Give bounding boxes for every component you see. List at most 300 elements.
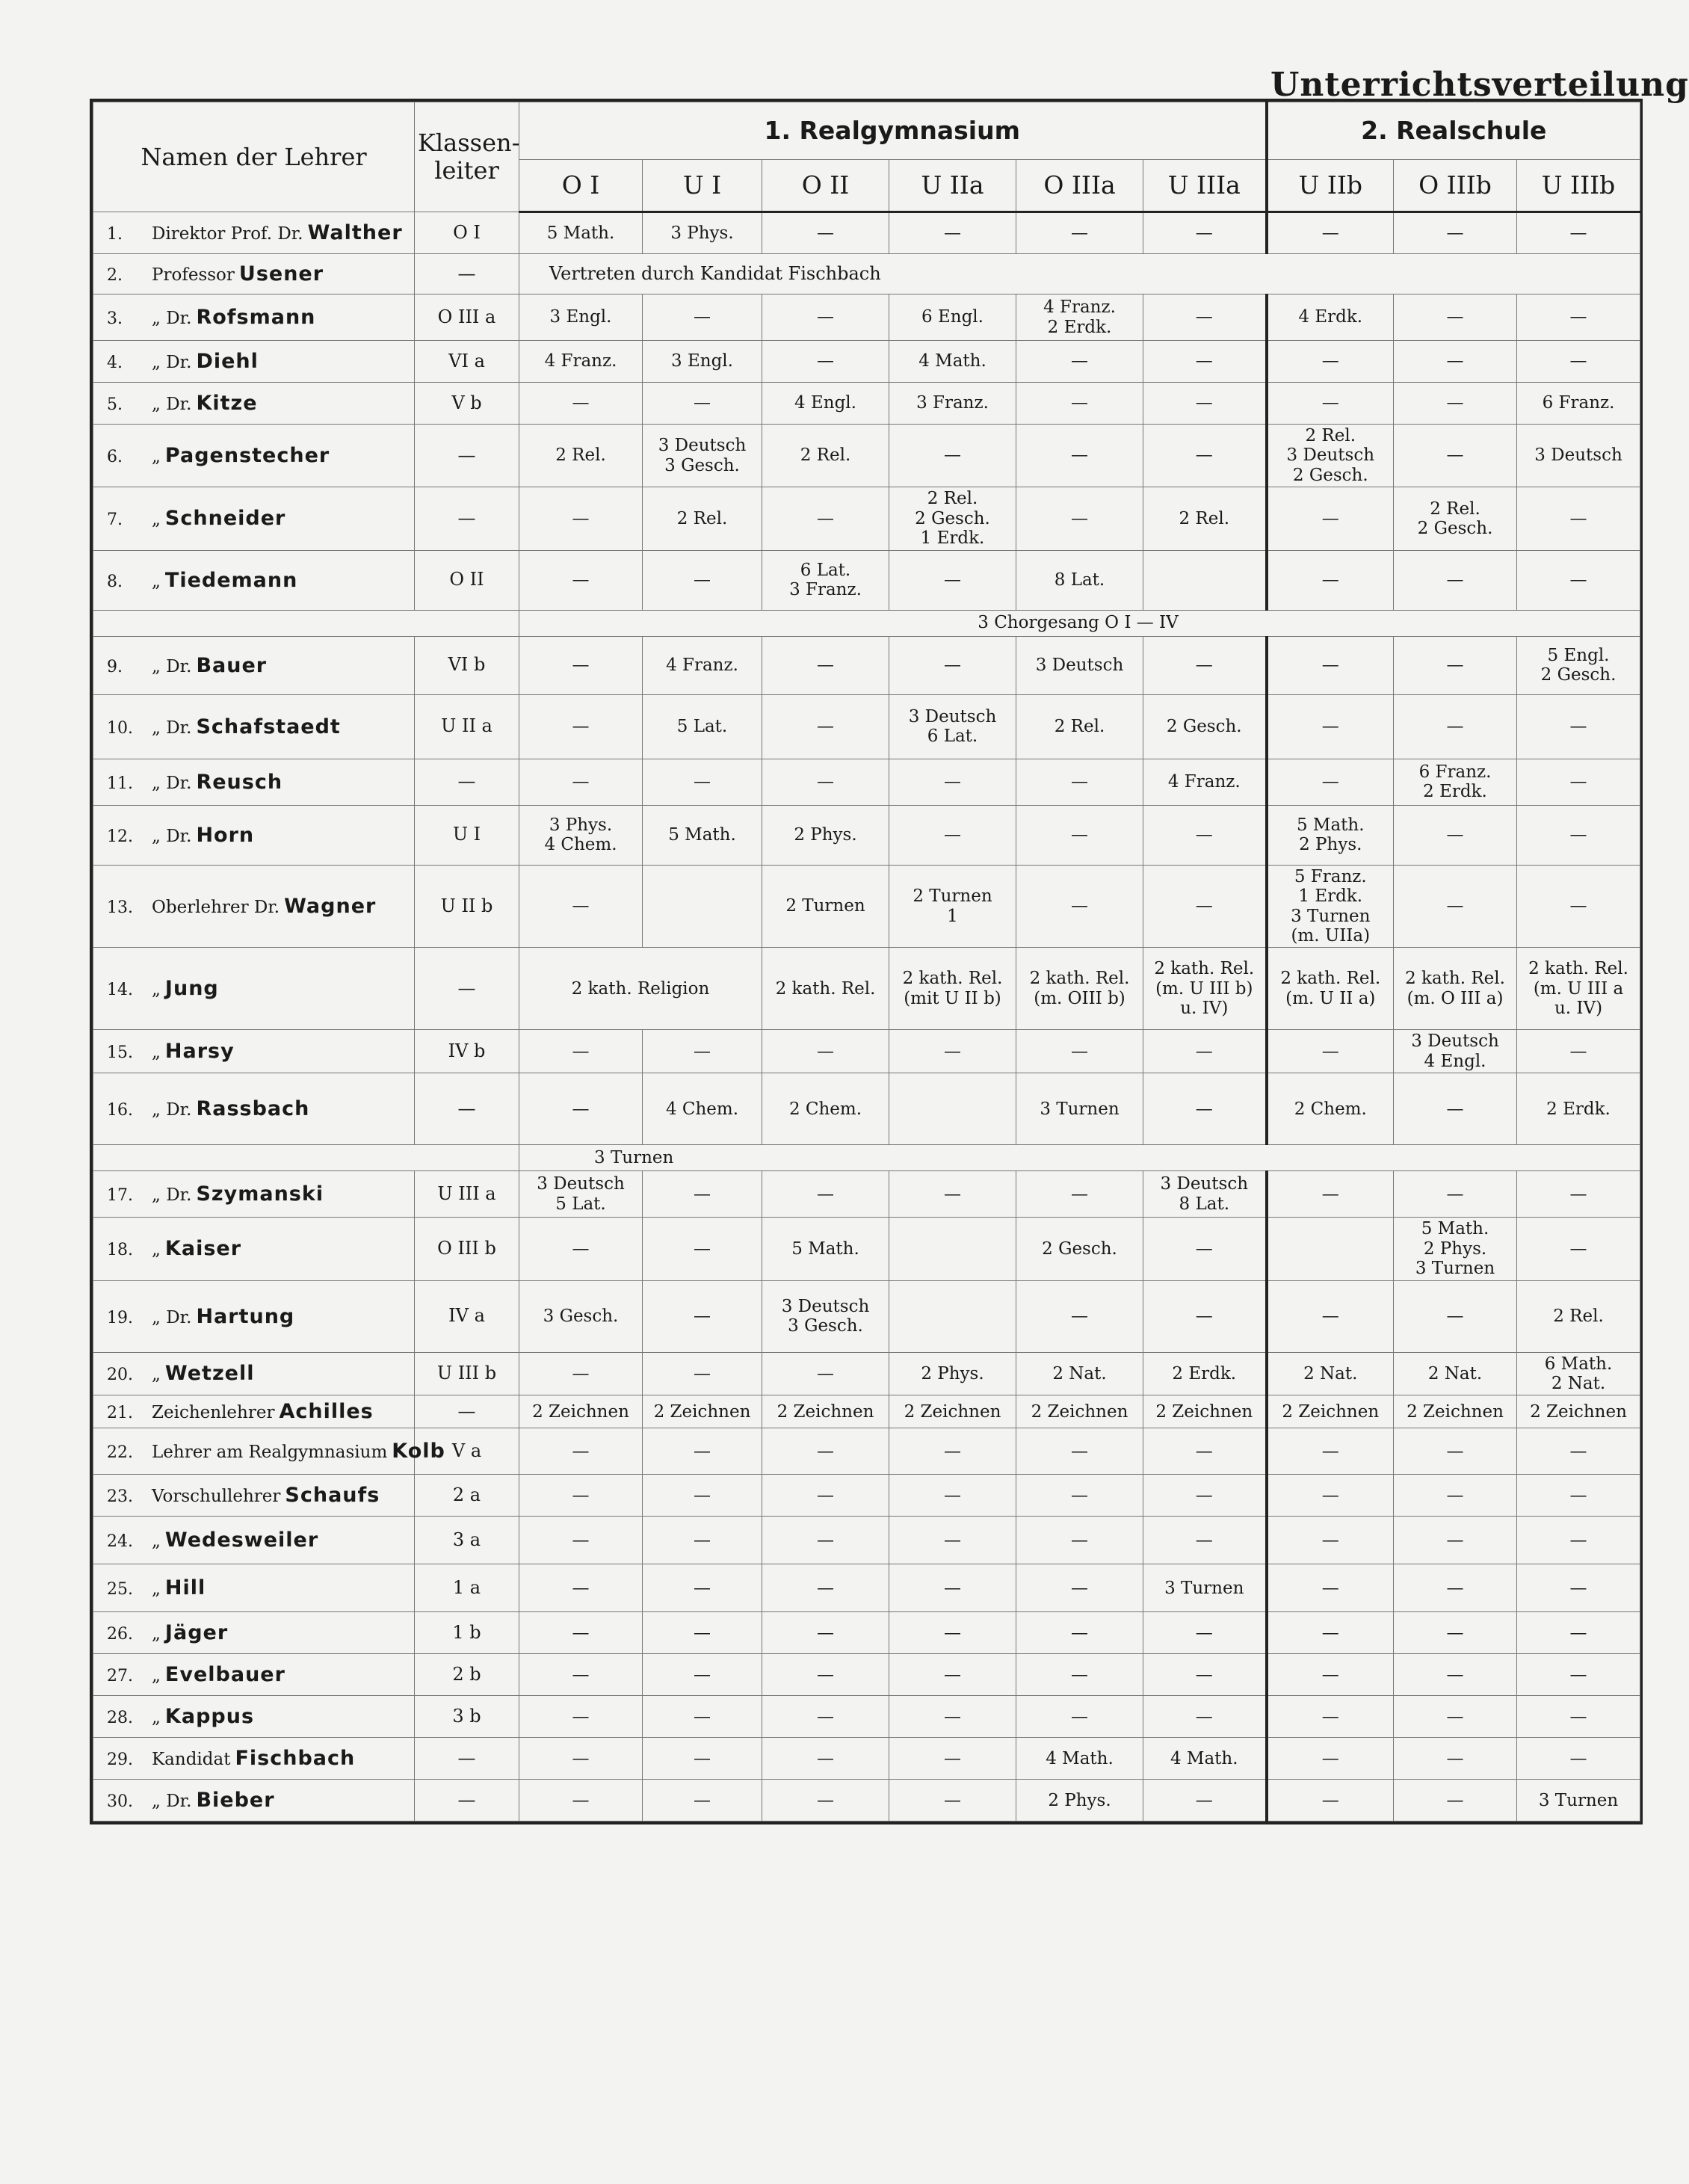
lesson-cell: —: [643, 1696, 762, 1738]
lesson-cell: —: [1016, 341, 1143, 383]
teacher-name: Kappus: [164, 1705, 255, 1729]
teacher-title: „ Dr.: [152, 308, 192, 328]
lesson-cell: —: [762, 341, 889, 383]
teacher-name: Reusch: [196, 770, 283, 794]
teacher-name-cell: [93, 1517, 415, 1564]
row-number: 2.: [107, 265, 123, 285]
row-number: 20.: [107, 1366, 133, 1385]
lesson-cell: [643, 865, 762, 948]
teacher-name: Jäger: [164, 1621, 229, 1645]
lesson-cell: 5 Math.: [519, 212, 643, 254]
row-number: 10.: [107, 718, 133, 738]
lesson-cell: —: [1016, 425, 1143, 487]
lesson-cell: 4 Math.: [1143, 1738, 1267, 1780]
lesson-cell: —: [1016, 805, 1143, 865]
teacher-title: „: [152, 1365, 161, 1385]
lesson-cell: —: [643, 1654, 762, 1696]
lesson-cell: —: [889, 1654, 1016, 1696]
lesson-cell: —: [1394, 1428, 1517, 1475]
row-number: 27.: [107, 1667, 133, 1686]
lesson-cell: 2 Zeichnen: [643, 1395, 762, 1428]
lesson-cell: —: [519, 1612, 643, 1654]
teacher-name: Diehl: [196, 349, 259, 373]
lesson-cell: —: [643, 1517, 762, 1564]
lesson-cell: —: [1267, 1280, 1394, 1352]
teacher-title: „: [152, 1043, 161, 1063]
row-number: 22.: [107, 1443, 133, 1463]
lesson-cell: 2 Zeichnen: [762, 1395, 889, 1428]
lesson-cell: —: [519, 1696, 643, 1738]
teacher-title: „ Dr.: [152, 773, 192, 793]
lesson-cell: —: [1143, 805, 1267, 865]
lesson-cell: —: [1267, 1696, 1394, 1738]
row-number: 15.: [107, 1043, 133, 1063]
row-number: 25.: [107, 1580, 133, 1600]
lesson-cell: —: [762, 487, 889, 550]
row-number: 8.: [107, 572, 123, 591]
lesson-cell: —: [1267, 1517, 1394, 1564]
teacher-name: Usener: [238, 262, 324, 286]
lesson-cell: —: [762, 1696, 889, 1738]
lesson-cell: —: [762, 759, 889, 805]
lesson-cell: —: [1517, 341, 1640, 383]
lesson-cell: —: [1016, 865, 1143, 948]
teacher-name-cell: [93, 294, 415, 341]
class-leader-cell: 2 a: [415, 1475, 519, 1517]
lesson-cell: —: [1394, 1654, 1517, 1696]
teacher-name-cell: [93, 1352, 415, 1395]
lesson-cell: —: [519, 383, 643, 425]
table-row: [93, 1428, 1640, 1475]
table-row: [93, 694, 1640, 759]
lesson-cell: 4 Franz.: [519, 341, 643, 383]
lesson-cell: 2 Turnen: [762, 865, 889, 948]
lesson-cell: [889, 1280, 1016, 1352]
lesson-cell: 4 Math.: [889, 341, 1016, 383]
class-leader-cell: V b: [415, 383, 519, 425]
table-row: [93, 425, 1640, 487]
lesson-cell: —: [1394, 1280, 1517, 1352]
teacher-title: Oberlehrer Dr.: [152, 897, 280, 917]
teacher-name-cell: [93, 694, 415, 759]
lesson-cell: —: [1267, 1030, 1394, 1073]
lesson-cell: —: [1267, 1428, 1394, 1475]
lesson-cell: —: [1394, 383, 1517, 425]
lesson-cell: 2 Zeichnen: [1267, 1395, 1394, 1428]
teacher-name-cell: [93, 948, 415, 1030]
teacher-title: „ Dr.: [152, 1307, 192, 1327]
teacher-title: Zeichenlehrer: [152, 1403, 275, 1423]
class-leader-cell: V a: [415, 1428, 519, 1475]
teacher-name-cell: [93, 487, 415, 550]
lesson-cell: 2 Chem.: [1267, 1073, 1394, 1145]
teacher-title: „: [152, 1531, 161, 1552]
teacher-title: „: [152, 571, 161, 591]
lesson-cell: —: [1394, 805, 1517, 865]
teacher-name: Kolb: [392, 1440, 445, 1463]
lesson-cell: 5 Math.: [762, 1218, 889, 1280]
lesson-cell: 3 Deutsch 3 Gesch.: [762, 1280, 889, 1352]
teacher-name: Harsy: [164, 1040, 235, 1064]
class-header: O II: [762, 160, 889, 212]
lesson-cell: —: [519, 1030, 643, 1073]
lesson-cell: —: [1394, 1612, 1517, 1654]
lesson-cell: [1143, 550, 1267, 610]
class-leader-cell: O II: [415, 550, 519, 610]
lesson-cell: 3 Deutsch: [1016, 636, 1143, 694]
lesson-cell: —: [1016, 1654, 1143, 1696]
teacher-name: Hartung: [196, 1304, 295, 1328]
lesson-cell: 4 Franz.: [643, 636, 762, 694]
lesson-cell: 2 Rel.: [1016, 694, 1143, 759]
lesson-cell: —: [1267, 383, 1394, 425]
lesson-cell: —: [643, 1280, 762, 1352]
teacher-title: „ Dr.: [152, 826, 192, 846]
lesson-cell: —: [1394, 1738, 1517, 1780]
lesson-cell: —: [1267, 212, 1394, 254]
lesson-cell: —: [1267, 1564, 1394, 1612]
lesson-cell: 4 Franz.: [1143, 759, 1267, 805]
row-number: 26.: [107, 1625, 133, 1644]
teacher-name-cell: [93, 805, 415, 865]
lesson-cell: —: [889, 759, 1016, 805]
lesson-cell: —: [1143, 865, 1267, 948]
lesson-cell: 3 Phys.: [643, 212, 762, 254]
lesson-cell: —: [1394, 294, 1517, 341]
lesson-cell: 2 kath. Rel. (m. OIII b): [1016, 948, 1143, 1030]
lesson-cell: 2 kath. Rel. (m. U II a): [1267, 948, 1394, 1030]
lesson-cell: —: [762, 1612, 889, 1654]
table-row: [93, 1395, 1640, 1428]
lesson-cell: —: [519, 694, 643, 759]
lesson-cell: —: [1394, 212, 1517, 254]
table-row: [93, 487, 1640, 550]
class-leader-cell: —: [415, 1073, 519, 1145]
lesson-cell: 4 Chem.: [643, 1073, 762, 1145]
class-leader-cell: U II b: [415, 865, 519, 948]
class-leader-cell: O I: [415, 212, 519, 254]
lesson-cell: [889, 1218, 1016, 1280]
teacher-name-cell: [93, 1738, 415, 1780]
lesson-cell: —: [1517, 1696, 1640, 1738]
teacher-name: Kitze: [196, 391, 258, 415]
class-leader-cell: 3 a: [415, 1517, 519, 1564]
teacher-title: „ Dr.: [152, 352, 192, 372]
lesson-cell: —: [1016, 383, 1143, 425]
lesson-cell: —: [643, 1738, 762, 1780]
lesson-cell: —: [762, 1654, 889, 1696]
teacher-name-cell: [93, 341, 415, 383]
lesson-cell: 2 Gesch.: [1143, 694, 1267, 759]
teacher-name: Rassbach: [196, 1097, 310, 1121]
lesson-cell: 2 kath. Religion: [519, 948, 762, 1030]
lesson-cell: —: [1143, 1654, 1267, 1696]
row-number: 16.: [107, 1101, 133, 1120]
lesson-cell: 5 Math. 2 Phys. 3 Turnen: [1394, 1218, 1517, 1280]
lesson-cell: 2 Nat.: [1394, 1352, 1517, 1395]
lesson-cell: 3 Phys. 4 Chem.: [519, 805, 643, 865]
lesson-cell: 2 kath. Rel. (m. O III a): [1394, 948, 1517, 1030]
lesson-cell: —: [762, 636, 889, 694]
lesson-cell: —: [889, 1171, 1016, 1218]
lesson-cell: 2 Rel.: [1143, 487, 1267, 550]
class-leader-cell: O III b: [415, 1218, 519, 1280]
teacher-name: Evelbauer: [164, 1663, 285, 1687]
table-row: [93, 1612, 1640, 1654]
table-row: [93, 294, 1640, 341]
teaching-distribution-table: [90, 99, 1643, 1824]
lesson-cell: —: [1267, 1171, 1394, 1218]
lesson-cell: —: [643, 759, 762, 805]
lesson-cell: —: [519, 1517, 643, 1564]
lesson-cell: —: [1143, 1428, 1267, 1475]
table-row: [93, 1654, 1640, 1696]
lesson-cell: —: [1517, 1517, 1640, 1564]
lesson-cell: —: [1394, 1073, 1517, 1145]
class-leader-cell: IV a: [415, 1280, 519, 1352]
lesson-cell: —: [519, 1218, 643, 1280]
lesson-cell: 3 Deutsch 5 Lat.: [519, 1171, 643, 1218]
lesson-cell: —: [643, 1780, 762, 1821]
teacher-title: Kandidat: [152, 1750, 231, 1770]
lesson-cell: —: [762, 1738, 889, 1780]
lesson-cell: —: [1267, 694, 1394, 759]
lesson-cell: —: [889, 1738, 1016, 1780]
lesson-cell: —: [889, 636, 1016, 694]
lesson-cell: 3 Deutsch 6 Lat.: [889, 694, 1016, 759]
lesson-cell: —: [1517, 1738, 1640, 1780]
lesson-cell: —: [1267, 636, 1394, 694]
lesson-cell: —: [889, 1564, 1016, 1612]
table-row: [93, 1780, 1640, 1821]
lesson-cell: —: [1517, 1030, 1640, 1073]
teacher-name: Pagenstecher: [164, 444, 330, 468]
lesson-cell: —: [1143, 341, 1267, 383]
lesson-cell: —: [643, 1030, 762, 1073]
lesson-cell: —: [1143, 1218, 1267, 1280]
row-number: 9.: [107, 657, 123, 676]
lesson-cell: 2 Rel. 2 Gesch. 1 Erdk.: [889, 487, 1016, 550]
table-row: [93, 1218, 1640, 1280]
class-header: O I: [519, 160, 643, 212]
lesson-cell: 2 Rel.: [519, 425, 643, 487]
lesson-cell: —: [1016, 487, 1143, 550]
lesson-cell: —: [519, 1654, 643, 1696]
lesson-cell: —: [762, 1475, 889, 1517]
row-number: 29.: [107, 1750, 133, 1770]
lesson-cell: —: [1394, 1780, 1517, 1821]
lesson-cell: —: [1016, 1030, 1143, 1073]
table-row: [93, 550, 1640, 610]
row-number: 1.: [107, 224, 123, 244]
lesson-cell: —: [889, 1475, 1016, 1517]
lesson-cell: 6 Lat. 3 Franz.: [762, 550, 889, 610]
lesson-cell: —: [643, 1218, 762, 1280]
row-number: 18.: [107, 1241, 133, 1260]
lesson-cell: 2 Phys.: [1016, 1780, 1143, 1821]
lesson-cell: 5 Franz. 1 Erdk. 3 Turnen (m. UIIa): [1267, 865, 1394, 948]
lesson-cell: —: [1143, 383, 1267, 425]
row-number: 5.: [107, 395, 123, 414]
lesson-cell: —: [519, 1073, 643, 1145]
teacher-name-cell: [93, 759, 415, 805]
class-leader-cell: —: [415, 948, 519, 1030]
lesson-cell: —: [1267, 1475, 1394, 1517]
table-row: [93, 1352, 1640, 1395]
lesson-cell: —: [643, 1171, 762, 1218]
lesson-cell: —: [1143, 1612, 1267, 1654]
lesson-cell: —: [1016, 759, 1143, 805]
lesson-cell: —: [1143, 1030, 1267, 1073]
row-number: 17.: [107, 1186, 133, 1206]
lesson-cell: —: [1517, 759, 1640, 805]
lesson-cell: —: [519, 487, 643, 550]
lesson-cell: —: [1394, 1564, 1517, 1612]
teacher-name-cell: [93, 1475, 415, 1517]
lesson-cell: —: [1394, 425, 1517, 487]
lesson-cell: —: [643, 1612, 762, 1654]
class-leader-cell: 2 b: [415, 1654, 519, 1696]
teacher-title: „: [152, 1579, 161, 1600]
lesson-cell: —: [762, 1352, 889, 1395]
lesson-cell: —: [1517, 487, 1640, 550]
class-leader-cell: —: [415, 425, 519, 487]
lesson-cell: 3 Deutsch: [1517, 425, 1640, 487]
lesson-cell: 2 Rel.: [762, 425, 889, 487]
class-leader-cell: —: [415, 1738, 519, 1780]
table-row: [93, 1073, 1640, 1145]
table-row: [93, 1280, 1640, 1352]
lesson-cell: 4 Franz. 2 Erdk.: [1016, 294, 1143, 341]
lesson-cell: —: [519, 865, 643, 948]
lesson-cell: [1267, 1218, 1394, 1280]
teacher-name: Schneider: [164, 507, 286, 531]
teacher-title: „ Dr.: [152, 656, 192, 676]
lesson-cell: —: [1517, 1654, 1640, 1696]
lesson-cell: —: [643, 1428, 762, 1475]
lesson-cell: —: [762, 1428, 889, 1475]
names-header: Namen der Lehrer: [93, 102, 415, 212]
table-row: [93, 383, 1640, 425]
class-header: U IIa: [889, 160, 1016, 212]
row-number: 19.: [107, 1308, 133, 1327]
lesson-cell: 2 Turnen 1: [889, 865, 1016, 948]
lesson-cell: —: [889, 1780, 1016, 1821]
lesson-cell: —: [1016, 1280, 1143, 1352]
lesson-cell: —: [1517, 865, 1640, 948]
lesson-cell: —: [762, 694, 889, 759]
substitution-note: Vertreten durch Kandidat Fischbach: [519, 254, 1640, 294]
lesson-cell: —: [762, 1780, 889, 1821]
lesson-cell: —: [1394, 865, 1517, 948]
lesson-cell: —: [1016, 212, 1143, 254]
teacher-name-cell: [93, 1030, 415, 1073]
class-header: U IIIb: [1517, 160, 1640, 212]
lesson-cell: —: [1143, 212, 1267, 254]
lesson-cell: —: [1143, 1517, 1267, 1564]
lesson-cell: 6 Franz. 2 Erdk.: [1394, 759, 1517, 805]
teacher-name: Rofsmann: [196, 305, 316, 329]
class-header: U IIb: [1267, 160, 1394, 212]
group-realschule: 2. Realschule: [1267, 102, 1640, 160]
table-row: [93, 212, 1640, 254]
lesson-cell: —: [643, 550, 762, 610]
lesson-cell: 5 Math.: [643, 805, 762, 865]
teacher-name-cell: [93, 212, 415, 254]
lesson-cell: 2 Rel. 3 Deutsch 2 Gesch.: [1267, 425, 1394, 487]
lesson-cell: 3 Engl.: [643, 341, 762, 383]
lesson-cell: —: [1394, 1517, 1517, 1564]
lesson-cell: —: [1267, 1612, 1394, 1654]
teacher-name: Schafstaedt: [196, 715, 341, 738]
lesson-cell: —: [1517, 1218, 1640, 1280]
lesson-cell: 3 Turnen: [1517, 1780, 1640, 1821]
teacher-name-cell: [93, 425, 415, 487]
lesson-cell: 4 Math.: [1016, 1738, 1143, 1780]
lesson-cell: —: [889, 1517, 1016, 1564]
lesson-cell: —: [1517, 294, 1640, 341]
lesson-cell: 2 Phys.: [762, 805, 889, 865]
lesson-cell: —: [1016, 1517, 1143, 1564]
lesson-cell: —: [519, 1428, 643, 1475]
lesson-cell: —: [519, 1564, 643, 1612]
teacher-title: „: [152, 447, 161, 467]
lesson-cell: —: [1267, 1780, 1394, 1821]
teacher-name-cell: [93, 1073, 415, 1145]
teacher-name: Bieber: [196, 1789, 275, 1813]
class-leader-cell: U II a: [415, 694, 519, 759]
teacher-name-cell: [93, 1612, 415, 1654]
class-leader-cell: U III a: [415, 1171, 519, 1218]
teacher-title: Professor: [152, 265, 235, 285]
class-leader-cell: —: [415, 254, 519, 294]
lesson-cell: —: [1143, 294, 1267, 341]
lesson-cell: —: [762, 294, 889, 341]
table-row: [93, 948, 1640, 1030]
lesson-cell: —: [762, 212, 889, 254]
teacher-name: Tiedemann: [164, 568, 298, 592]
table-row: [93, 1564, 1640, 1612]
teacher-name-cell: [93, 636, 415, 694]
class-leader-cell: 1 a: [415, 1564, 519, 1612]
lesson-cell: 3 Deutsch 3 Gesch.: [643, 425, 762, 487]
teacher-name: Wedesweiler: [164, 1529, 319, 1552]
lesson-cell: 3 Engl.: [519, 294, 643, 341]
teacher-title: Direktor Prof. Dr.: [152, 223, 303, 244]
lesson-cell: 2 Zeichnen: [519, 1395, 643, 1428]
teacher-title: „ Dr.: [152, 1185, 192, 1206]
lesson-cell: —: [889, 1612, 1016, 1654]
teacher-title: „: [152, 1708, 161, 1728]
class-leader-cell: VI b: [415, 636, 519, 694]
row-number: 30.: [107, 1792, 133, 1812]
lesson-cell: 2 Rel.: [643, 487, 762, 550]
row-number: 4.: [107, 353, 123, 372]
lesson-cell: —: [1267, 550, 1394, 610]
teacher-name-cell: [93, 1280, 415, 1352]
lesson-cell: —: [1143, 636, 1267, 694]
teacher-name-cell: [93, 1696, 415, 1738]
lesson-cell: —: [643, 383, 762, 425]
class-leader-cell: —: [415, 759, 519, 805]
teacher-name-cell: [93, 1654, 415, 1696]
note-cell: 3 Chorgesang O I — IV: [519, 610, 1640, 636]
note-row: [93, 610, 1640, 636]
lesson-cell: 2 Zeichnen: [1517, 1395, 1640, 1428]
lesson-cell: —: [1016, 1475, 1143, 1517]
lesson-cell: 4 Erdk.: [1267, 294, 1394, 341]
teacher-title: „: [152, 980, 161, 1000]
